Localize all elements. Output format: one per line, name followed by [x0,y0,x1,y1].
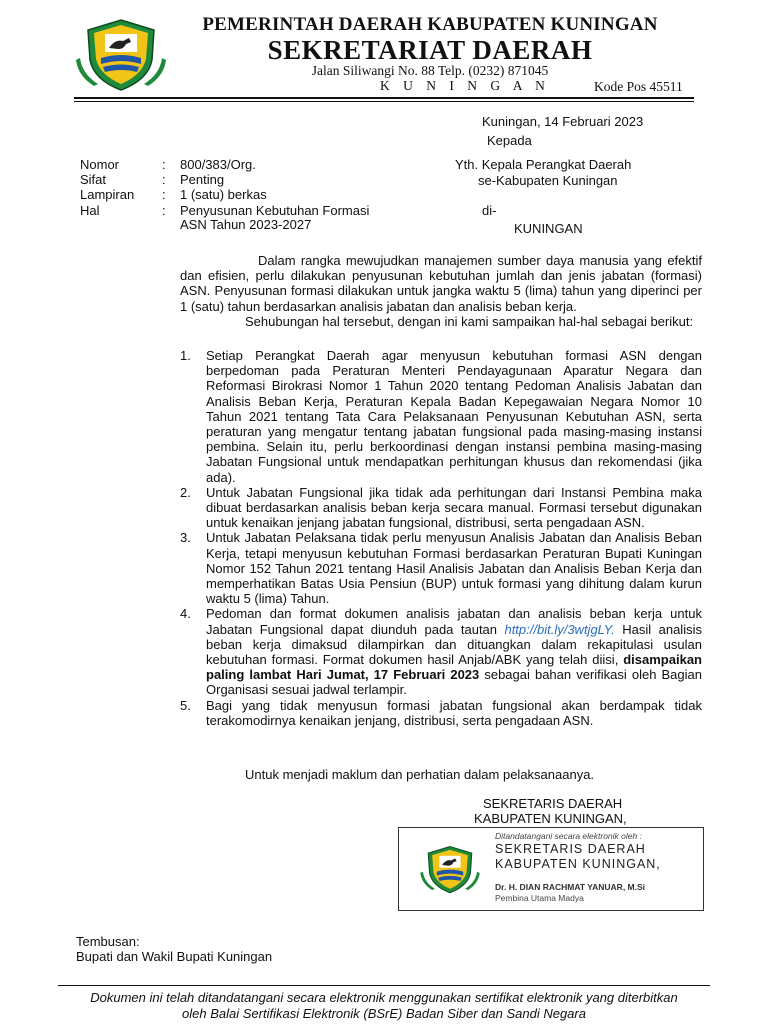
list-number: 5. [180,697,191,713]
list-item [180,606,702,697]
list-text: Bagi yang tidak menyusun formasi jabatan fungsional akan berdampak tidak terakomodirnya kenaikan jenjang, distribusi, serta pengadaan ASN. [206,697,702,728]
list-text [206,606,702,697]
paragraph-intro: Dalam rangka mewujudkan manajemen sumber daya manusia yang efektif dan efisien, perlu dilakukan penyusunan kebutuhan jumlah dan jenis jabatan (formasi) ASN. Penyusunan formasi dilakukan untuk jangka waktu 5 (lima) tahun yang diperinci per 1 (satu) tahun berdasarkan analisis jabatan dan analisis beban kerja. [180,253,702,314]
list-text-part: Pedoman dan format dokumen analisis jabatan dan analisis beban kerja untuk Jabatan Fungsional dapat diunduh pada tautan [206,606,702,637]
recipient-line1: Yth. Kepala Perangkat Daerah [455,157,632,172]
list-item [180,530,702,606]
meta-label-hal: Hal [80,203,100,218]
meta-colon: : [162,172,166,187]
footer-note [40,990,728,1022]
signatory-title2: KABUPATEN KUNINGAN, [474,811,627,826]
closing-text: Untuk menjadi maklum dan perhatian dalam pelaksanaanya. [245,767,595,782]
list-number: 2. [180,484,191,500]
instruction-list [180,348,702,728]
letterhead-rule [74,97,694,99]
list-number: 1. [180,348,191,363]
list-item [180,485,702,531]
signatory-name: Dr. H. DIAN RACHMAT YANUAR, M.Si [495,882,646,892]
meta-label-nomor: Nomor [80,157,120,172]
signature-box-title1: SEKRETARIS DAERAH [495,842,646,856]
recipient-di: di- [482,203,497,218]
signature-emblem [415,834,485,904]
letterhead-rule-thin [74,101,694,102]
list-text-part: sebagai bahan verifikasi oleh Bagian Organisasi sesuai jadwal terlampir. [206,667,702,698]
electronic-signature-box [398,827,704,911]
cc-item: Bupati dan Wakil Bupati Kuningan [76,949,273,964]
meta-label-sifat: Sifat [80,172,107,187]
signature-box-title2: KABUPATEN KUNINGAN, [495,857,661,871]
footer-rule [58,985,710,986]
footer-line2: oleh Balai Sertifikasi Elektronik (BSrE) Badan Siber dan Sandi Negara [182,1006,586,1021]
letterhead-office: SEKRETARIAT DAERAH [267,35,593,65]
deadline-text: disampaikan paling lambat Hari Jumat, 17 Februari 2023 [206,652,702,683]
date-line: Kuningan, 14 Februari 2023 [482,114,644,129]
meta-value-hal: Penyusunan Kebutuhan Formasi [180,203,370,218]
letterhead-city: K U N I N G A N [380,78,550,93]
regency-emblem [68,14,174,94]
list-item [180,698,702,728]
download-link[interactable]: http://bit.ly/3wtjgLY. [504,621,615,637]
list-number: 3. [180,530,191,546]
signed-note: Ditandatangani secara elektronik oleh : [495,831,642,841]
signatory-rank: Pembina Utama Madya [495,893,584,903]
list-text: Setiap Perangkat Daerah agar menyusun kebutuhan formasi ASN dengan berpedoman pada Peraturan Menteri Pendayagunaan Aparatur Negara dan Reformasi Birokrasi Nomor 1 Tahun 2020 tentang Pedoman Analisis Jabatan dan Analisis Beban Kerja, Peraturan Kepala Badan Kepegawaian Negara Nomor 10 Tahun 2021 tentang Tata Cara Pelaksanaan Penyusunan Kebutuhan ASN, serta peraturan yang mengatur tentang jabatan fungsional pada masing-masing instansi pembina. Selain itu, perlu berkoordinasi dengan instansi pembina masing-masing Jabatan Fungsional untuk mendapatkan perhitungan khusus dan rekomendasi (jika ada). [206,348,702,485]
signatory-title1: SEKRETARIS DAERAH [483,796,623,811]
meta-value-sifat: Penting [180,172,225,187]
meta-colon: : [162,157,166,172]
paragraph-transition: Sehubungan hal tersebut, dengan ini kami sampaikan hal-hal sebagai berikut: [245,314,694,329]
list-item [180,348,702,485]
letterhead-address: Jalan Siliwangi No. 88 Telp. (0232) 871045 [311,63,549,78]
recipient-line2: se-Kabupaten Kuningan [478,173,618,188]
list-text-part: Hasil analisis beban kerja dimaksud dilampirkan dan dituangkan dalam rekapitulasi usulan kebutuhan formasi. Format dokumen hasil Anjab/ABK yang telah diisi, [206,621,702,668]
footer-line1: Dokumen ini telah ditandatangani secara elektronik menggunakan sertifikat elektronik yang diterbitkan [90,990,678,1005]
list-number: 4. [180,606,191,622]
kepada-label: Kepada [487,133,532,148]
letterhead-postal: Kode Pos 45511 [594,79,683,94]
letterhead-government: PEMERINTAH DAERAH KABUPATEN KUNINGAN [202,14,658,35]
meta-colon: : [162,187,166,202]
recipient-place: KUNINGAN [514,221,583,236]
cc-label: Tembusan: [76,934,140,949]
list-text: Untuk Jabatan Fungsional jika tidak ada perhitungan dari Instansi Pembina maka dibuat berdasarkan analisis beban kerja secara manual. Formasi tersebut digunakan untuk kenaikan jenjang jabatan fungsional, distribusi, serta pengadaan ASN. [206,484,702,531]
meta-label-lampiran: Lampiran [80,187,135,202]
meta-colon: : [162,203,166,218]
meta-value-lampiran: 1 (satu) berkas [180,187,267,202]
list-text: Untuk Jabatan Pelaksana tidak perlu menyusun Analisis Jabatan dan Analisis Beban Kerja, tetapi menyusun kebutuhan Formasi berdasarkan Peraturan Bupati Kuningan Nomor 152 Tahun 2021 tentang Hasil Analisis Jabatan dan Analisis Beban Kerja dan memperhatikan Batas Usia Pensiun (BUP) untuk formasi yang dihitung dalam kurun waktu 5 (lima) Tahun. [206,530,702,607]
meta-value-nomor: 800/383/Org. [180,157,256,172]
meta-value-hal-line2: ASN Tahun 2023-2027 [180,217,312,232]
